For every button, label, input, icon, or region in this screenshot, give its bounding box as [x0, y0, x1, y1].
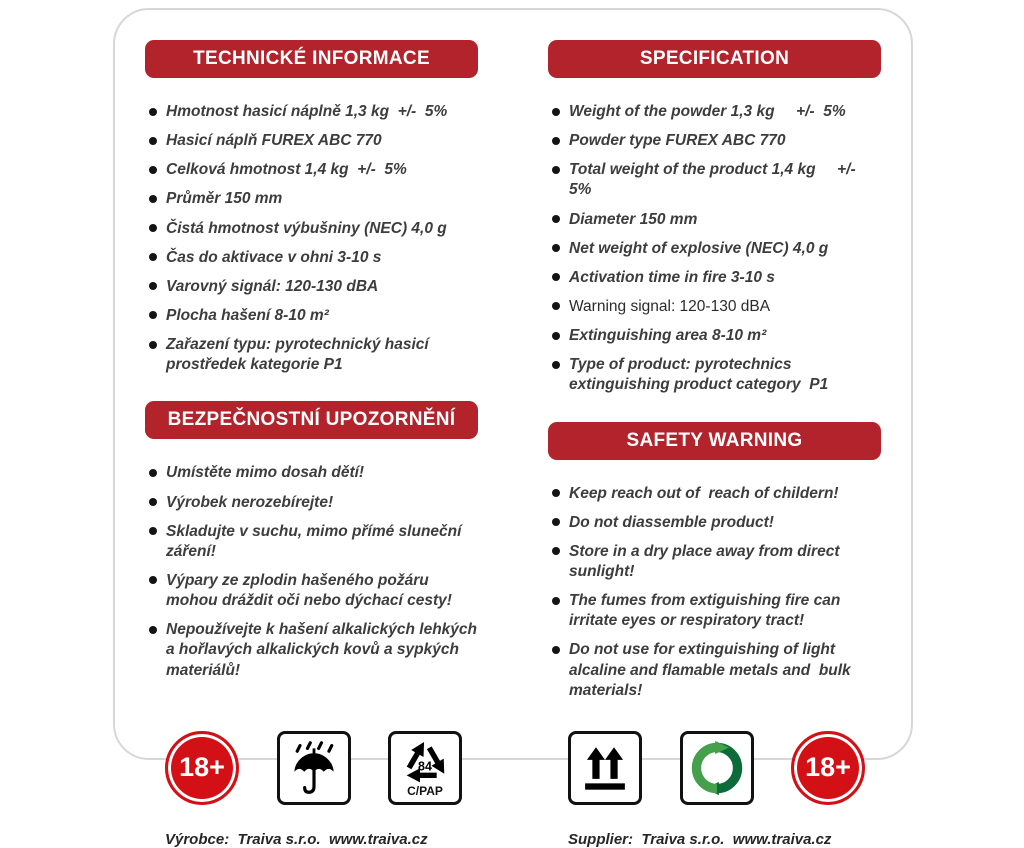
spec-item: Celková hmotnost 1,4 kg +/- 5%: [149, 160, 478, 180]
warning-item: Keep reach out of reach of childern!: [552, 484, 881, 504]
spec-item: Extinguishing area 8-10 m²: [552, 326, 881, 346]
spec-item: Type of product: pyrotechnics extinguishing product category P1: [552, 355, 881, 395]
spec-item: Varovný signál: 120-130 dBA: [149, 277, 478, 297]
spec-item: Plocha hašení 8-10 m²: [149, 306, 478, 326]
age-18plus-icon: 18+: [791, 731, 865, 805]
label-card: [113, 8, 913, 848]
safety-header-cz: BEZPEČNOSTNÍ UPOZORNĚNÍ: [145, 401, 478, 439]
columns: [131, 40, 895, 727]
warning-item: Do not diassemble product!: [552, 513, 881, 533]
specification-header-en: SPECIFICATION: [548, 40, 881, 78]
spec-item: Diameter 150 mm: [552, 210, 881, 230]
warning-item: Store in a dry place away from direct sunlight!: [552, 542, 881, 582]
supplier-line: Supplier: Traiva s.r.o. www.traiva.cz: [568, 830, 832, 848]
spec-item: Weight of the powder 1,3 kg +/- 5%: [552, 102, 881, 122]
spec-item: Powder type FUREX ABC 770: [552, 131, 881, 151]
spec-item: Hmotnost hasicí náplně 1,3 kg +/- 5%: [149, 102, 478, 122]
warning-item: The fumes from extiguishing fire can irritate eyes or respiratory tract!: [552, 591, 881, 631]
footer-row: [131, 831, 895, 848]
cpap-label: C/PAP: [407, 784, 443, 799]
spec-item: Total weight of the product 1,4 kg +/- 5%: [552, 160, 881, 200]
cpap-code: 84: [418, 759, 432, 774]
column-english: [548, 40, 881, 727]
spec-item: Čistá hmotnost výbušniny (NEC) 4,0 g: [149, 219, 478, 239]
safety-list-cz: [149, 463, 478, 680]
manufacturer-line: Výrobce: Traiva s.r.o. www.traiva.cz: [165, 830, 428, 848]
spec-item: Průměr 150 mm: [149, 189, 478, 209]
tech-info-list-cz: [149, 102, 478, 375]
spec-item: Čas do aktivace v ohni 3-10 s: [149, 248, 478, 268]
safety-warning-header-en: SAFETY WARNING: [548, 422, 881, 460]
age-18plus-icon: 18+: [165, 731, 239, 805]
warning-item: Do not use for extinguishing of light alcaline and flamable metals and bulk materials!: [552, 640, 881, 700]
warning-item: Nepoužívejte k hašení alkalických lehkých a hořlavých alkalických kovů a sypkých materiálů!: [149, 620, 478, 680]
safety-list-en: [552, 484, 881, 701]
warning-item: Výrobek nerozebírejte!: [149, 493, 478, 513]
column-czech: [145, 40, 478, 727]
specification-list-en: [552, 102, 881, 396]
spec-item: Net weight of explosive (NEC) 4,0 g: [552, 239, 881, 259]
warning-item: Výpary ze zplodin hašeného požáru mohou dráždit oči nebo dýchací cesty!: [149, 571, 478, 611]
spec-item: Zařazení typu: pyrotechnický hasicí prostředek kategorie P1: [149, 335, 478, 375]
warning-item: Skladujte v suchu, mimo přímé sluneční záření!: [149, 522, 478, 562]
spec-item: Warning signal: 120-130 dBA: [552, 297, 881, 317]
warning-item: Umístěte mimo dosah dětí!: [149, 463, 478, 483]
spec-item: Hasicí náplň FUREX ABC 770: [149, 131, 478, 151]
spec-item: Activation time in fire 3-10 s: [552, 268, 881, 288]
tech-info-header-cz: TECHNICKÉ INFORMACE: [145, 40, 478, 78]
